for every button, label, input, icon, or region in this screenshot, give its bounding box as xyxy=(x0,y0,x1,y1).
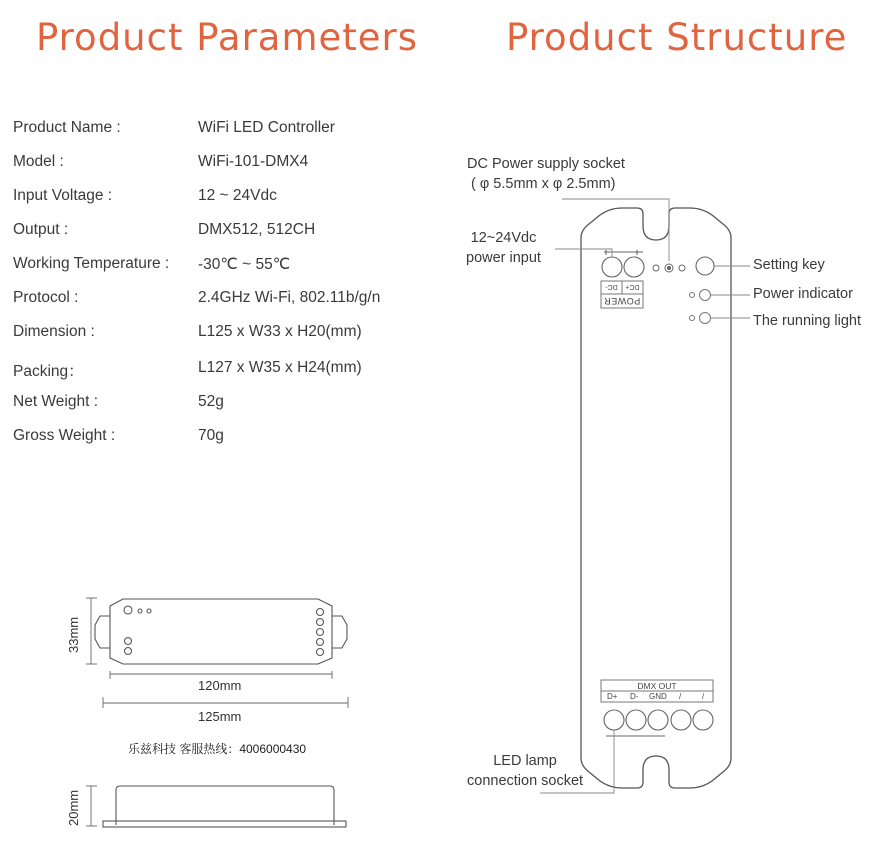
inner-length-label: 120mm xyxy=(198,678,242,693)
spec-value: -30℃ ~ 55℃ xyxy=(198,256,291,273)
spec-value: 52g xyxy=(198,393,224,410)
dmx-terminals xyxy=(604,710,713,736)
outer-length-dimension xyxy=(103,697,348,708)
height-dimension-label: 33mm xyxy=(66,616,81,653)
spec-value: L127 x W35 x H24(mm) xyxy=(198,359,362,376)
spec-value: WiFi-101-DMX4 xyxy=(198,153,309,170)
product-structure-heading: Product Structure xyxy=(506,16,848,59)
service-hotline: 乐兹科技 客服热线：4006000430 xyxy=(128,742,307,756)
spec-label: Net Weight : xyxy=(13,393,99,410)
callout-power-input xyxy=(466,228,541,268)
pin-label-d-plus: D+ xyxy=(607,692,618,701)
spec-value: 2.4GHz Wi-Fi, 802.11b/g/n xyxy=(198,289,381,306)
spec-value: WiFi LED Controller xyxy=(198,119,335,136)
leader-lines xyxy=(540,199,750,793)
outer-length-label: 125mm xyxy=(198,709,242,724)
callout-power-indicator: Power indicator xyxy=(753,286,853,302)
spec-value: 12 ~ 24Vdc xyxy=(198,187,277,204)
small-device-side-view xyxy=(103,786,346,827)
dc-minus-label: DC- xyxy=(605,283,618,290)
callout-power-input-line2: power input xyxy=(466,250,541,266)
spec-label: Packing： xyxy=(13,363,84,380)
callout-led-socket-line2: connection socket xyxy=(467,773,584,789)
power-input-terminals xyxy=(602,250,644,277)
pin-label-gnd: GND xyxy=(649,692,667,701)
spec-label: Dimension : xyxy=(13,323,95,340)
depth-dimension xyxy=(86,786,97,826)
dmx-pin-labels xyxy=(601,692,713,702)
spec-value: DMX512, 512CH xyxy=(198,221,316,238)
callout-power-input-line1: 12~24Vdc xyxy=(470,230,537,246)
small-device-top-view xyxy=(95,599,347,664)
spec-value: 70g xyxy=(198,427,224,444)
dc-plus-label: DC+ xyxy=(625,283,640,290)
power-label: POWER xyxy=(603,296,641,306)
pin-label-slash-1: / xyxy=(679,692,682,701)
callout-dc-socket-line1: DC Power supply socket xyxy=(467,156,625,172)
spec-label: Gross Weight : xyxy=(13,427,116,444)
pin-label-slash-2: / xyxy=(702,692,705,701)
product-parameters-heading: Product Parameters xyxy=(36,16,419,59)
dc-socket xyxy=(653,264,685,272)
callout-setting-key: Setting key xyxy=(753,257,825,273)
spec-label: Model : xyxy=(13,153,64,170)
spec-label: Input Voltage : xyxy=(13,187,113,204)
callout-dc-socket xyxy=(467,154,625,194)
spec-label: Protocol : xyxy=(13,289,79,306)
callout-led-socket xyxy=(467,751,583,791)
setting-key-button xyxy=(696,257,714,275)
depth-dimension-label: 20mm xyxy=(66,789,81,826)
spec-label: Working Temperature : xyxy=(13,255,170,272)
callout-dc-socket-line2: ( φ 5.5mm x φ 2.5mm) xyxy=(471,176,616,192)
pin-label-d-minus: D- xyxy=(630,692,639,701)
callout-led-socket-line1: LED lamp xyxy=(493,753,557,769)
indicator-leds xyxy=(690,290,711,324)
spec-label: Product Name : xyxy=(13,119,121,136)
spec-label: Output : xyxy=(13,221,69,238)
spec-value: L125 x W33 x H20(mm) xyxy=(198,323,362,340)
dmx-out-label: DMX OUT xyxy=(637,681,677,691)
callout-running-light: The running light xyxy=(753,313,862,329)
